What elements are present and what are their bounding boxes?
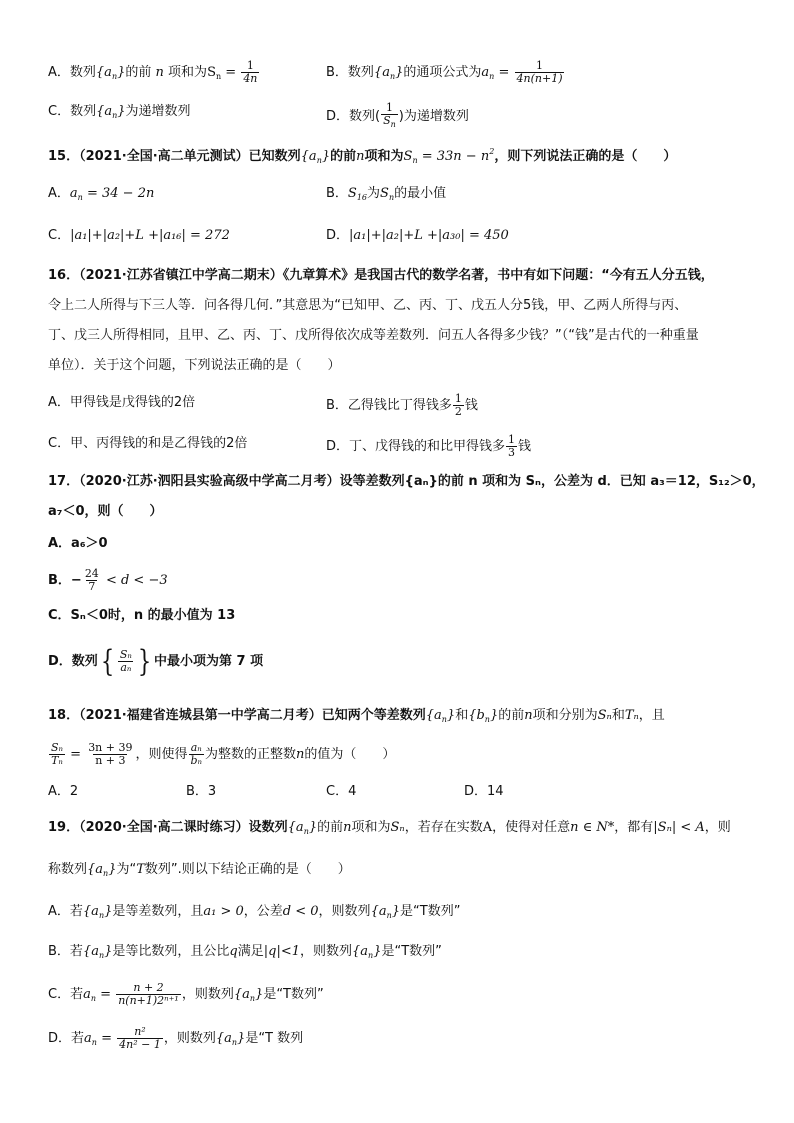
q16-stem-line3: 丁、戊三人所得相同，且甲、乙、丙、丁、戊所得依次成等差数列．问五人各得多少钱？”（“钱”是古代的一种重量 xyxy=(48,328,699,343)
fraction: $\frac{1}{4n}$ xyxy=(243,59,258,85)
q15-stem: 15．（2021·全国·高二单元测试）已知数列$\{a_n\}$的前n项和为$S_n = 33n - n^2$，则下列说法正确的是（ ） xyxy=(48,147,677,165)
q19-option-d[interactable]: D．若$a_n$ = $\frac{\text{n²}}{\text{4n² − 1}}$ ，则数列$\{a_n\}$是“T 数列 xyxy=(48,1025,304,1051)
fraction: $\frac{3n + 39}{n + 3}$ xyxy=(88,741,133,767)
q14-option-d[interactable]: D．数列( $\frac{1}{S_n}$ )为递增数列 xyxy=(326,101,469,129)
q17-option-a[interactable]: A．a₆＞0 xyxy=(48,536,108,551)
q15-option-d[interactable]: D．|a₁|+|a₂|+L +|a₃₀| = 450 xyxy=(326,228,509,243)
q14-option-a[interactable]: A．数列$\{a_n\}$的前 n 项和为$S_n$ = $\frac{1}{4n}$ xyxy=(48,59,258,85)
q18-stem-line2: $\frac{\text{Sₙ}}{\text{Tₙ}}$ = $\frac{3n + 39}{n + 3}$ ，则使得 $\frac{\text{aₙ}}{\text{bₙ}}$ 为整数的正整数n的值为（ ） xyxy=(51,741,396,767)
q15-option-b[interactable]: B．$S_{16}$为$S_n$的最小值 xyxy=(326,186,447,202)
fraction: $\frac{\text{n²}}{\text{4n² − 1}}$ xyxy=(119,1025,161,1051)
q18-option-b[interactable]: B．3 xyxy=(186,784,217,799)
fraction: $\frac{\text{Sₙ}}{\text{Tₙ}}$ xyxy=(51,741,63,767)
q15-option-c[interactable]: C．|a₁|+|a₂|+L +|a₁₆| = 272 xyxy=(48,228,230,243)
q19-stem-line2: 称数列$\{a_n\}$为“T数列”.则以下结论正确的是（ ） xyxy=(48,862,351,878)
q18-option-c[interactable]: C．4 xyxy=(326,784,357,799)
q16-stem-line2: 令上二人所得与下三人等．问各得几何．”其意思为“已知甲、乙、丙、丁、戊五人分5钱，甲、乙两人所得与丙、 xyxy=(48,298,688,313)
q19-stem-line1: 19．（2020·全国·高二课时练习）设数列$\{a_n\}$的前n项和为Sₙ，若存在实数A，使得对任意n ∈ N*，都有|Sₙ| < A，则 xyxy=(48,820,731,836)
brace-group: { $\frac{\text{Sₙ}}{\text{aₙ}}$ } xyxy=(100,643,152,679)
q19-option-b[interactable]: B．若$\{a_n\}$是等比数列，且公比q满足|q|<1，则数列$\{a_n\}$是“T数列” xyxy=(48,944,442,960)
fraction: $\frac{24}{7}$ xyxy=(84,567,99,593)
fraction: $\frac{1}{3}$ xyxy=(508,433,516,459)
q17-option-d[interactable]: D．数列 { $\frac{\text{Sₙ}}{\text{aₙ}}$ } 中最小项为第 7 项 xyxy=(48,643,264,679)
q15-option-a[interactable]: A．$a_n = 34 - 2n$ xyxy=(48,186,155,202)
q18-option-a[interactable]: A．2 xyxy=(48,784,79,799)
q16-option-a[interactable]: A．甲得钱是戊得钱的2倍 xyxy=(48,395,196,410)
fraction: $\frac{n + 2}{\text{n(n+1)2ⁿ⁺¹}}$ xyxy=(118,981,179,1007)
fraction: $\frac{1}{S_n}$ xyxy=(383,101,396,129)
q14-option-c[interactable]: C．数列$\{a_n\}$为递增数列 xyxy=(48,104,191,120)
q18-stem-line1: 18．（2021·福建省连城县第一中学高二月考）已知两个等差数列$\{a_n\}$和$\{b_n\}$的前n项和分别为Sₙ和Tₙ，且 xyxy=(48,708,665,724)
fraction: $\frac{1}{4n(n+1)}$ xyxy=(516,59,563,85)
fraction: $\frac{1}{2}$ xyxy=(454,392,462,418)
seq-an: $\{a_n\}$ xyxy=(95,65,126,81)
q16-stem-line4: 单位）．关于这个问题，下列说法正确的是（ ） xyxy=(48,358,341,373)
q19-option-a[interactable]: A．若$\{a_n\}$是等差数列，且a₁ > 0，公差d < 0，则数列$\{a_n\}$是“T数列” xyxy=(48,904,461,920)
q17-stem-line1: 17．（2020·江苏·泗阳县实验高级中学高二月考）设等差数列{aₙ}的前 n 项和为 Sₙ，公差为 d．已知 a₃＝12，S₁₂＞0， xyxy=(48,474,765,489)
q17-option-b[interactable]: B．− $\frac{24}{7}$ < d < −3 xyxy=(48,567,168,593)
q19-option-c[interactable]: C．若$a_n$ = $\frac{n + 2}{\text{n(n+1)2ⁿ⁺¹}}$ ，则数列$\{a_n\}$是“T数列” xyxy=(48,981,324,1007)
q16-option-c[interactable]: C．甲、丙得钱的和是乙得钱的2倍 xyxy=(48,436,248,451)
fraction: $\frac{\text{aₙ}}{\text{bₙ}}$ xyxy=(190,741,202,767)
q14-option-b[interactable]: B．数列$\{a_n\}$的通项公式为$a_n$ = $\frac{1}{4n(n+1)}$ xyxy=(326,59,563,85)
q17-option-c[interactable]: C．Sₙ＜0时，n 的最小值为 13 xyxy=(48,608,236,623)
q16-stem-line1: 16．（2021·江苏省镇江中学高二期末）《九章算术》是我国古代的数学名著，书中有如下问题：“今有五人分五钱， xyxy=(48,268,714,283)
q17-stem-line2: a₇＜0，则（ ） xyxy=(48,504,163,519)
q16-option-d[interactable]: D．丁、戊得钱的和比甲得钱多 $\frac{1}{3}$ 钱 xyxy=(326,433,532,459)
q16-option-b[interactable]: B．乙得钱比丁得钱多 $\frac{1}{2}$ 钱 xyxy=(326,392,478,418)
q18-option-d[interactable]: D．14 xyxy=(464,784,504,799)
